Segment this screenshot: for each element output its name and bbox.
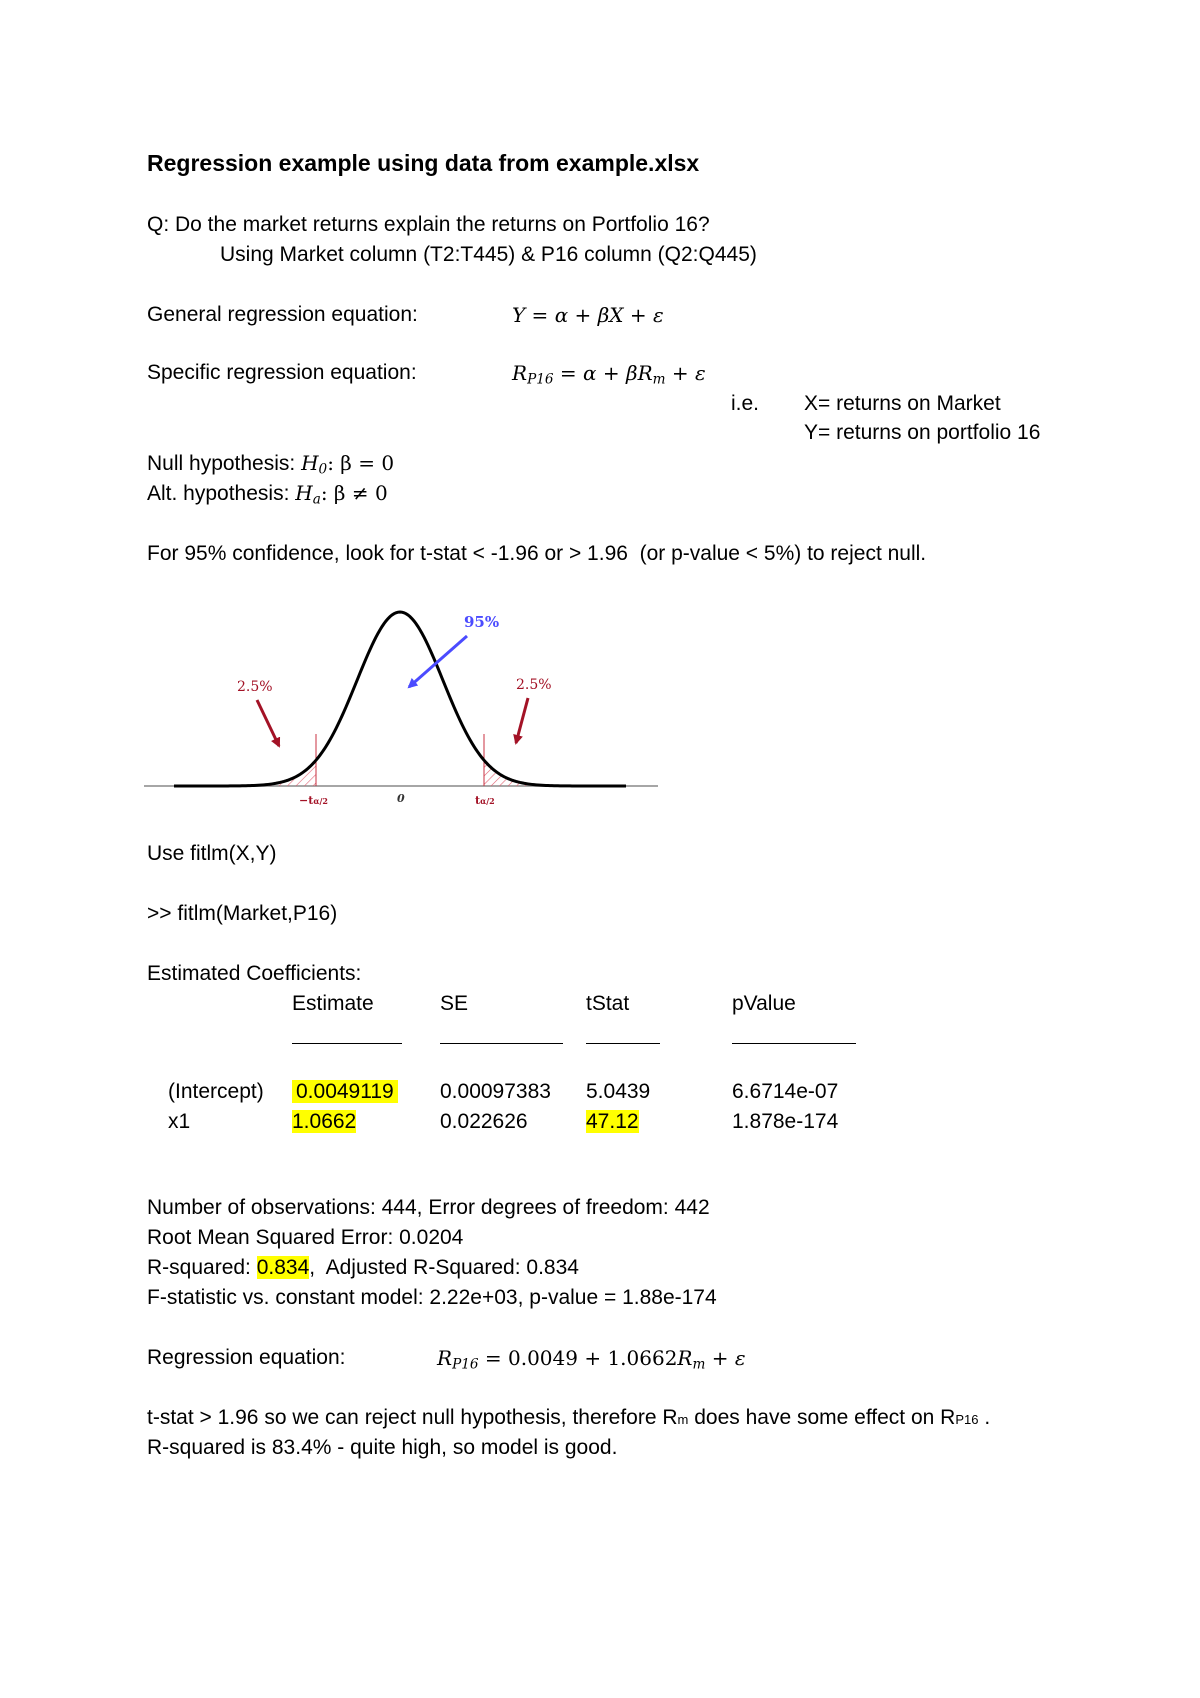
- x1-pvalue: 1.878e-174: [732, 1110, 839, 1133]
- row-name-x1: x1: [168, 1110, 191, 1133]
- col-header-pvalue: pValue: [732, 992, 796, 1015]
- x1-estimate: 1.0662: [292, 1110, 357, 1133]
- conclusion-line-2: R-squared is 83.4% - quite high, so model is good.: [147, 1436, 618, 1459]
- conclusion-line-1: t-stat > 1.96 so we can reject null hypothesis, therefore Rm does have some effect on RP16 .: [147, 1406, 991, 1429]
- tick-label-left: −tα/2: [299, 794, 328, 807]
- tstat-underline: [586, 1043, 660, 1044]
- col-header-se: SE: [440, 992, 469, 1015]
- left-red-arrow: [257, 700, 279, 746]
- f-statistic-text: F-statistic vs. constant model: 2.22e+03, p-value = 1.88e-174: [147, 1286, 717, 1309]
- tick-label-right: tα/2: [475, 794, 495, 807]
- center-area-label: 95%: [464, 613, 500, 631]
- alt-hypothesis: Alt. hypothesis: $H_a$: β ≠ 0: [147, 481, 388, 508]
- document-title: Regression example using data from example.xlsx: [147, 150, 700, 176]
- col-header-estimate: Estimate: [292, 992, 374, 1015]
- normal-distribution-figure: [144, 598, 660, 810]
- general-equation: Y = α + βX + ε: [512, 303, 664, 327]
- question-subtext: Using Market column (T2:T445) & P16 column (Q2:Q445): [220, 243, 757, 266]
- specific-equation: $R_{P16} = \alpha + \beta R_m + \varepsilon$: [512, 361, 706, 388]
- observations-text: Number of observations: 444, Error degrees of freedom: 442: [147, 1196, 710, 1219]
- r-squared-text: R-squared: 0.834, Adjusted R-Squared: 0.834: [147, 1256, 579, 1279]
- left-tail-label: 2.5%: [237, 679, 273, 695]
- ie-y-definition: Y= returns on portfolio 16: [804, 421, 1041, 444]
- question-text: Q: Do the market returns explain the returns on Portfolio 16?: [147, 213, 710, 236]
- ie-label: i.e.: [731, 392, 760, 415]
- right-red-arrow: [516, 698, 528, 743]
- regression-equation: $R_{P16} = 0.0049 + 1.0662R_m + \varepsilon$: [437, 1346, 746, 1373]
- confidence-rule-text: For 95% confidence, look for t-stat < -1.96 or > 1.96 (or p-value < 5%) to reject null.: [147, 542, 927, 565]
- use-fitlm-text: Use fitlm(X,Y): [147, 842, 277, 865]
- pvalue-underline: [732, 1043, 856, 1044]
- intercept-estimate: 0.0049119: [292, 1080, 398, 1104]
- x1-tstat: 47.12: [586, 1110, 639, 1133]
- blue-arrow: [409, 636, 467, 687]
- specific-equation-label: Specific regression equation:: [147, 361, 417, 384]
- regression-equation-label: Regression equation:: [147, 1346, 346, 1369]
- rmse-text: Root Mean Squared Error: 0.0204: [147, 1226, 464, 1249]
- intercept-se: 0.00097383: [440, 1080, 551, 1103]
- row-name-intercept: (Intercept): [168, 1080, 264, 1103]
- null-hypothesis: Null hypothesis: $H_0$: β = 0: [147, 451, 395, 478]
- bell-curve: [174, 612, 626, 786]
- intercept-tstat: 5.0439: [586, 1080, 651, 1103]
- ie-x-definition: X= returns on Market: [804, 392, 1001, 415]
- col-header-tstat: tStat: [586, 992, 630, 1015]
- se-underline: [440, 1043, 563, 1044]
- right-tail-label: 2.5%: [516, 677, 552, 693]
- x1-se: 0.022626: [440, 1110, 528, 1133]
- estimate-underline: [292, 1043, 402, 1044]
- fitlm-command: >> fitlm(Market,P16): [147, 902, 338, 925]
- tick-label-zero: 0: [397, 792, 405, 805]
- coefficients-heading: Estimated Coefficients:: [147, 962, 362, 985]
- intercept-pvalue: 6.6714e-07: [732, 1080, 839, 1103]
- general-equation-label: General regression equation:: [147, 303, 418, 326]
